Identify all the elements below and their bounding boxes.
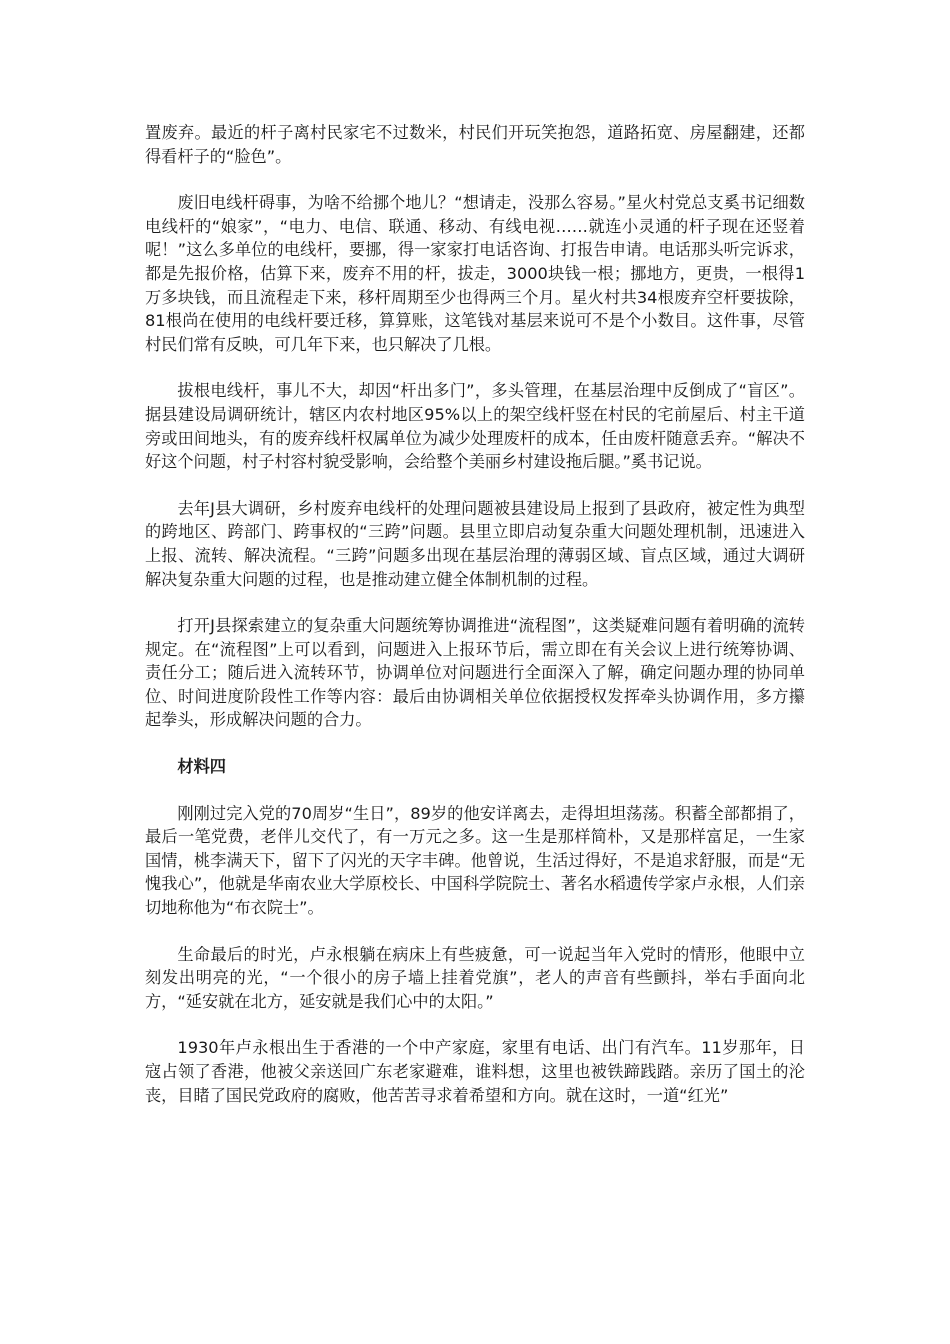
paragraph: 拔根电线杆，事儿不大，却因“杆出多门”，多头管理，在基层治理中反倒成了“盲区”。据县建设局调研统计，辖区内农村地区95%以上的架空线杆竖在村民的宅前屋后、村主干道旁或田间地头，有的废弃线杆权属单位为减少处理废杆的成本，任由废杆随意丢弃。“解决不好这个问题，村子村容村貌受影响，会给整个美丽乡村建设拖后腿。”奚书记说。 — [145, 381, 805, 472]
paragraph: 打开J县探索建立的复杂重大问题统筹协调推进“流程图”，这类疑难问题有着明确的流转规定。在“流程图”上可以看到，问题进入上报环节后，需立即在有关会议上进行统筹协调、责任分工；随后进入流转环节，协调单位对问题进行全面深入了解，确定问题办理的协同单位、时间进度阶段性工作等内容：最后由协调相关单位依据授权发挥牵头协调作用，多方攥起拳头，形成解决问题的合力。 — [145, 616, 805, 730]
paragraph: 1930年卢永根出生于香港的一个中产家庭，家里有电话、出门有汽车。11岁那年，日寇占领了香港，他被父亲送回广东老家避难，谁料想，这里也被铁蹄践踏。亲历了国土的沦丧，目睹了国民党政府的腐败，他苦苦寻求着希望和方向。就在这时，一道“红光” — [145, 1038, 805, 1105]
paragraph: 去年J县大调研，乡村废弃电线杆的处理问题被县建设局上报到了县政府，被定性为典型的跨地区、跨部门、跨事权的“三跨”问题。县里立即启动复杂重大问题处理机制，迅速进入上报、流转、解决流程。“三跨”问题多出现在基层治理的薄弱区域、盲点区域，通过大调研解决复杂重大问题的过程，也是推动建立健全体制机制的过程。 — [145, 498, 805, 589]
paragraph: 废旧电线杆碍事，为啥不给挪个地儿？“想请走，没那么容易。”星火村党总支奚书记细数电线杆的“娘家”，“电力、电信、联通、移动、有线电视……就连小灵通的杆子现在还竖着呢！”这么多单位的电线杆，要挪，得一家家打电话咨询、打报告申请。电话那头听完诉求，都是先报价格，估算下来，废弃不用的杆，拔走，3000块钱一根；挪地方，更贵，一根得1万多块钱，而且流程走下来，移杆周期至少也得两三个月。星火村共34根废弃空杆要拔除，81根尚在使用的电线杆要迁移，算算账，这笔钱对基层来说可不是个小数目。这件事，尽管村民们常有反映，可几年下来，也只解决了几根。 — [145, 193, 805, 354]
section-heading: 材料四 — [177, 757, 226, 777]
paragraph: 生命最后的时光，卢永根躺在病床上有些疲惫，可一说起当年入党时的情形，他眼中立刻发出明亮的光，“一个很小的房子墙上挂着党旗”，老人的声音有些颤抖，举右手面向北方，“延安就在北方，延安就是我们心中的太阳。” — [145, 944, 805, 1011]
paragraph: 置废弃。最近的杆子离村民家宅不过数米，村民们开玩笑抱怨，道路拓宽、房屋翻建，还都得看杆子的“脸色”。 — [145, 123, 805, 166]
document-body — [145, 121, 805, 1130]
paragraph: 刚刚过完入党的70周岁“生日”，89岁的他安详离去，走得坦坦荡荡。积蓄全部都捐了，最后一笔党费，老伴儿交代了，有一万元之多。这一生是那样简朴，又是那样富足，一生家国情，桃李满天下，留下了闪光的天字丰碑。他曾说，生活过得好，不是追求舒服，而是“无愧我心”，他就是华南农业大学原校长、中国科学院院士、著名水稻遗传学家卢永根，人们亲切地称他为“布衣院士”。 — [145, 803, 805, 918]
